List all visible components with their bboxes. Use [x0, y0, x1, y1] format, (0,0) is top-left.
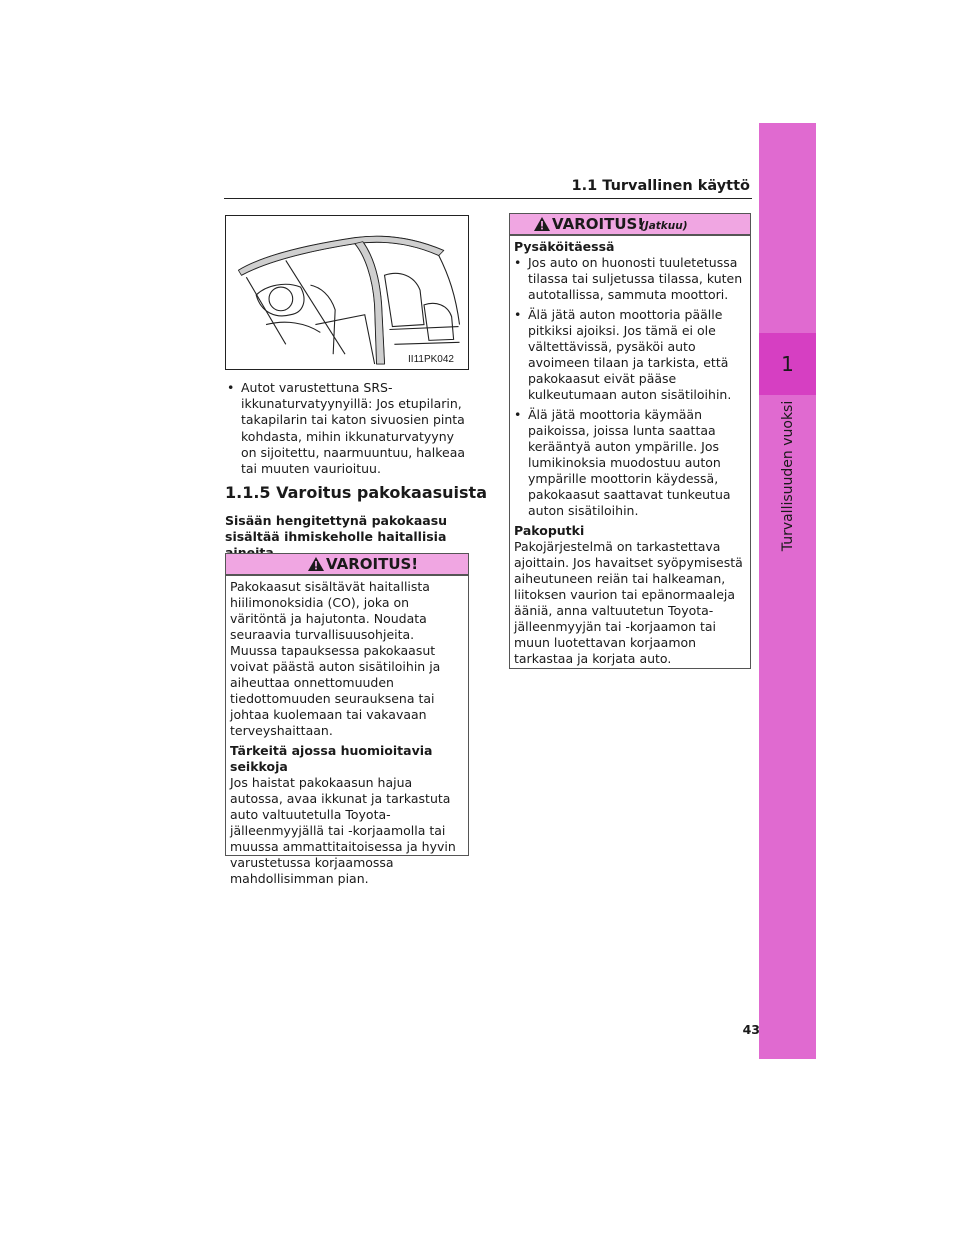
warning-bullet-text: Älä jätä auton moottoria päälle pitkiksi ajoiksi. Jos tämä ei ole vältettävissä, pysäköi auto avoimeen tilaan ja tarkista, että pakokaasut eivät pääse kulkeutumaan auton sisätiloihin.	[528, 307, 732, 402]
warning-body	[226, 576, 468, 887]
section-header-title: 1.1 Turvallinen käyttö	[571, 178, 750, 194]
warning-triangle-icon	[534, 217, 550, 231]
page-number: 43	[742, 1022, 760, 1037]
warning-subheading: Pysäköitäessä	[514, 239, 615, 254]
warning-bullet	[514, 407, 746, 519]
bullet-dot: •	[514, 307, 522, 322]
warning-bullet	[514, 255, 746, 303]
airbag-bullet	[227, 380, 471, 477]
warning-subheading: Pakoputki	[514, 523, 585, 538]
warning-continued-label: (Jatkuu)	[640, 220, 688, 232]
chapter-number: 1	[781, 352, 794, 376]
illustration-code: II11PK042	[408, 354, 454, 365]
chapter-title: Turvallisuuden vuoksi	[780, 400, 796, 552]
bullet-text: Autot varustettuna SRS-ikkunaturvatyynyillä: Jos etupilarin, takapilarin tai katon sivuosien pinta kohdasta, mihin ikkunaturvatyyny on sijoitettu, naarmuuntuu, halkeaa tai muuten vaurioituu.	[241, 380, 466, 477]
bullet-dot: •	[227, 380, 235, 395]
warning-paragraph: Pakokaasut sisältävät haitallista hiilimonoksidia (CO), joka on väritöntä ja hajutonta. Noudata seuraavia turvallisuusohjeita. Muussa tapauksessa pakokaasut voivat päästä auton sisätiloihin ja aiheuttaa onnettomuuden tiedottomuuden seurauksena tai johtaa kuolemaan tai vakavaan terveyshaittaan.	[230, 579, 441, 738]
warning-box-continued	[509, 213, 751, 669]
warning-box-exhaust	[225, 553, 469, 886]
warning-title: VAROITUS!	[326, 555, 419, 573]
warning-bullet	[514, 307, 746, 403]
section-intro: Sisään hengitettynä pakokaasu sisältää ihmiskeholle haitallisia	[225, 513, 448, 544]
section-heading: 1.1.5 Varoitus pakokaasuista	[225, 483, 487, 502]
warning-body	[510, 236, 750, 667]
bullet-dot: •	[514, 255, 522, 270]
warning-title: VAROITUS!	[552, 215, 645, 233]
header-rule	[224, 198, 752, 199]
curtain-airbag-illustration	[225, 215, 469, 370]
warning-header	[226, 554, 468, 576]
warning-subheading: Tärkeitä ajossa huomioitavia seikkoja	[230, 743, 433, 774]
car-interior-drawing	[226, 216, 468, 369]
warning-triangle-icon	[308, 557, 324, 571]
warning-bullet-text: Jos auto on huonosti tuuletetussa tilassa tai suljetussa tilassa, kuten autotallissa, sammuta moottori.	[528, 255, 743, 302]
warning-bullet-text: Älä jätä moottoria käymään paikoissa, joissa lunta saattaa kerääntyä auton ympärille. Jos lumikinoksia muodostuu auton ympärille moottorin käydessä, pakokaasut saattavat tunkeutua auton sisätiloihin.	[528, 407, 731, 518]
bullet-dot: •	[514, 407, 522, 422]
warning-paragraph: Jos haistat pakokaasun hajua autossa, avaa ikkunat ja tarkastuta auto valtuutetulla Toyota-jälleenmyyjällä tai -korjaamolla tai muussa ammattitaitoisessa ja hyvin varustetussa korjaamossa mahdollisimman pian.	[230, 775, 456, 886]
chapter-sidebar	[759, 123, 816, 1059]
warning-paragraph: Pakojärjestelmä on tarkastettava ajoittain. Jos havaitset syöpymisestä aiheutuneen reiän tai halkeaman, liitoksen vaurion tai epänormaaleja ääniä, anna valtuutetun Toyota-jälleenmyyjän tai -korjaamon tai muun luotettavan korjaamon tarkastaa ja korjata auto.	[514, 539, 743, 666]
warning-header	[510, 214, 750, 236]
